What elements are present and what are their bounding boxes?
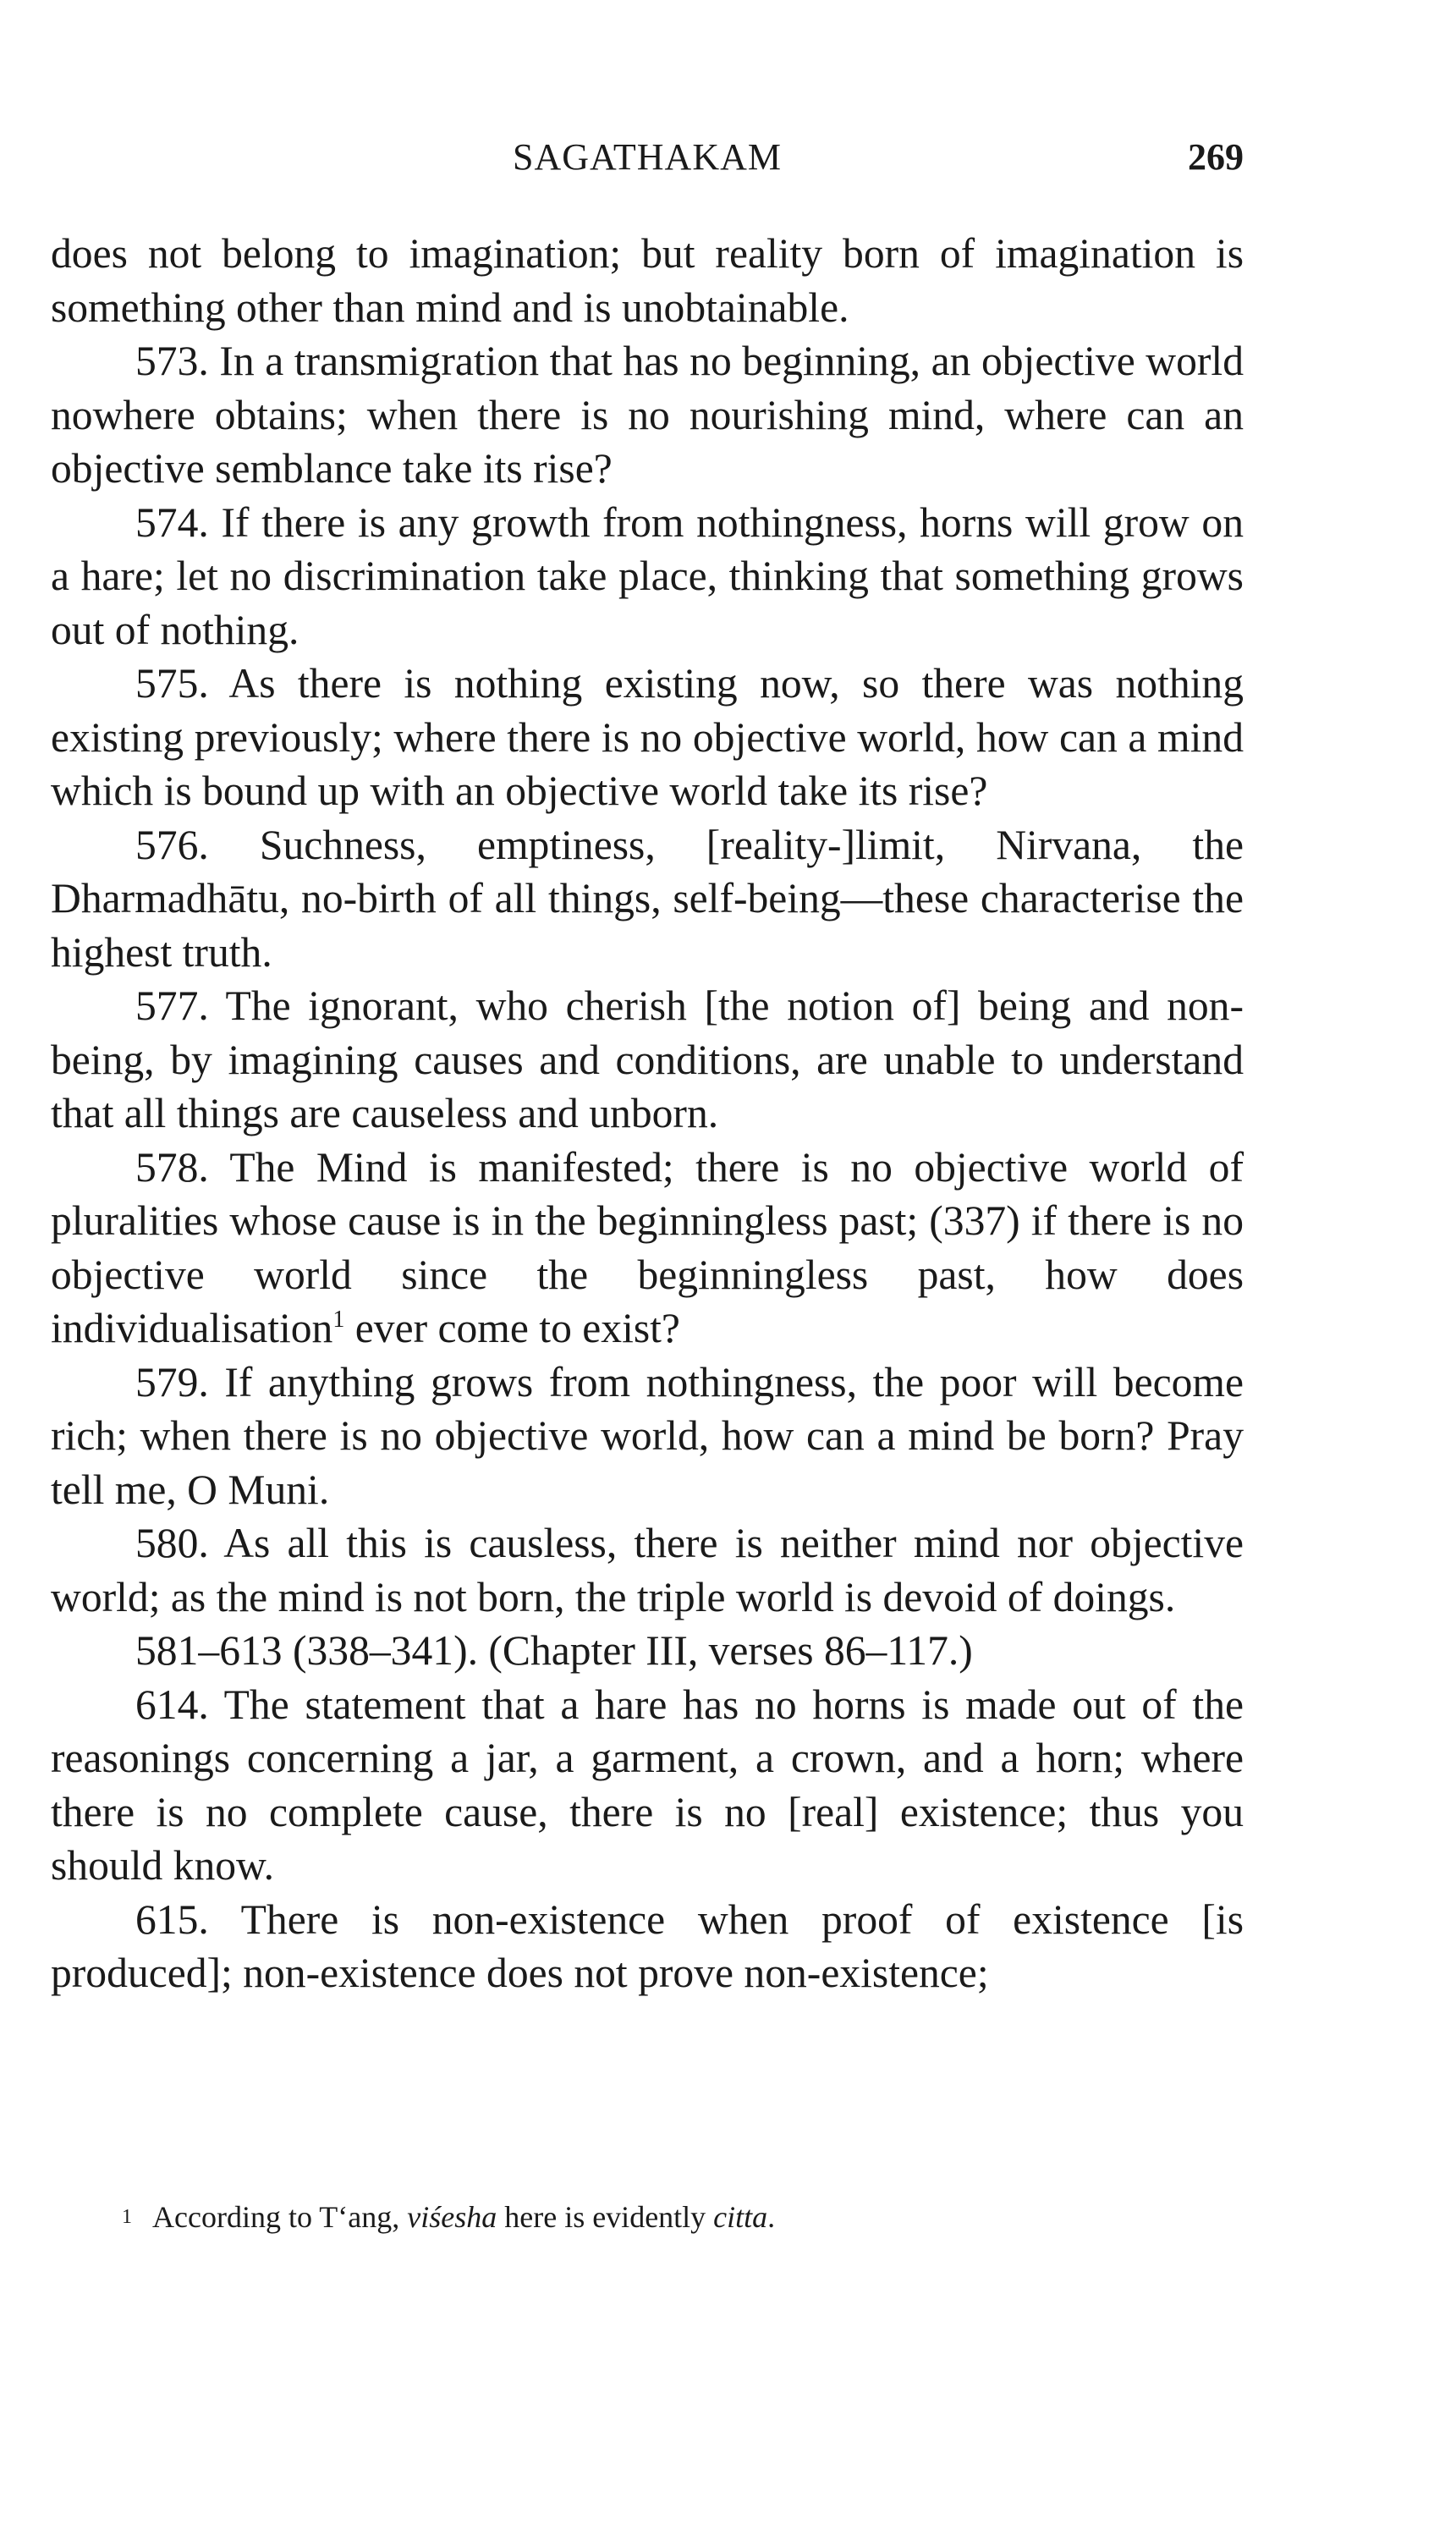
footnote-end: . xyxy=(767,2200,776,2234)
verse-577: 577. The ignorant, who cherish [the notion of] being and non-being, by imagining causes and conditions, are unable to understand that all things are causeless and unborn. xyxy=(51,982,1244,1136)
footnote-middle: here is evidently xyxy=(497,2200,714,2234)
footnote-reference: 1 xyxy=(332,1307,345,1333)
verse-578-text-end: ever come to exist? xyxy=(344,1305,680,1351)
verse-615: 615. There is non-existence when proof of existence [is produced]; non-existence does not prove non-existence; xyxy=(51,1895,1244,1996)
verse-578-text: 578. The Mind is manifested; there is no objective world of pluralities whose cause is in the beginningless past; (337) if there is no objective world since the beginningless past, how does individualisation xyxy=(51,1143,1244,1351)
footnote-prefix: According to T‘ang, xyxy=(152,2200,408,2234)
main-text xyxy=(51,227,1244,2000)
footnote-text xyxy=(152,2200,775,2234)
verse-579: 579. If anything grows from nothingness, the poor will become rich; when there is no objective world, how can a mind be born? Pray tell me, O Muni. xyxy=(51,1358,1244,1513)
verse-573: 573. In a transmigration that has no beginning, an objective world nowhere obtains; when there is no nourishing mind, where can an objective semblance take its rise? xyxy=(51,338,1244,492)
footnote-term: viśesha xyxy=(407,2200,497,2234)
verse-580: 580. As all this is causless, there is neither mind nor objective world; as the mind is not born, the triple world is devoid of doings. xyxy=(51,1520,1244,1620)
footnote-gloss: citta xyxy=(713,2200,768,2234)
footnote xyxy=(51,2197,1244,2237)
running-title: SAGATHAKAM xyxy=(512,136,783,178)
page-number: 269 xyxy=(1188,136,1244,178)
verse-574: 574. If there is any growth from nothingness, horns will grow on a hare; let no discrimination take place, thinking that something grows out of nothing. xyxy=(51,498,1244,653)
verse-581-613: 581–613 (338–341). (Chapter III, verses 86–117.) xyxy=(135,1627,973,1674)
verse-614: 614. The statement that a hare has no horns is made out of the reasonings concerning a jar, a garment, a crown, and a horn; where there is no complete cause, there is no [real] existence; thus you should know. xyxy=(51,1681,1244,1889)
footnote-mark: 1 xyxy=(122,2206,132,2228)
verse-576: 576. Suchness, emptiness, [reality-]limit, Nirvana, the Dharmadhātu, no-birth of all things, self-being—these characterise the highest truth. xyxy=(51,821,1244,976)
page-header xyxy=(51,135,1244,195)
verse-578 xyxy=(51,1141,1244,1356)
paragraph-continuation: does not belong to imagination; but reality born of imagination is something other than mind and is unobtainable. xyxy=(51,230,1244,331)
verse-575: 575. As there is nothing existing now, so there was nothing existing previously; where there is no objective world, how can a mind which is bound up with an objective world take its rise? xyxy=(51,660,1244,814)
